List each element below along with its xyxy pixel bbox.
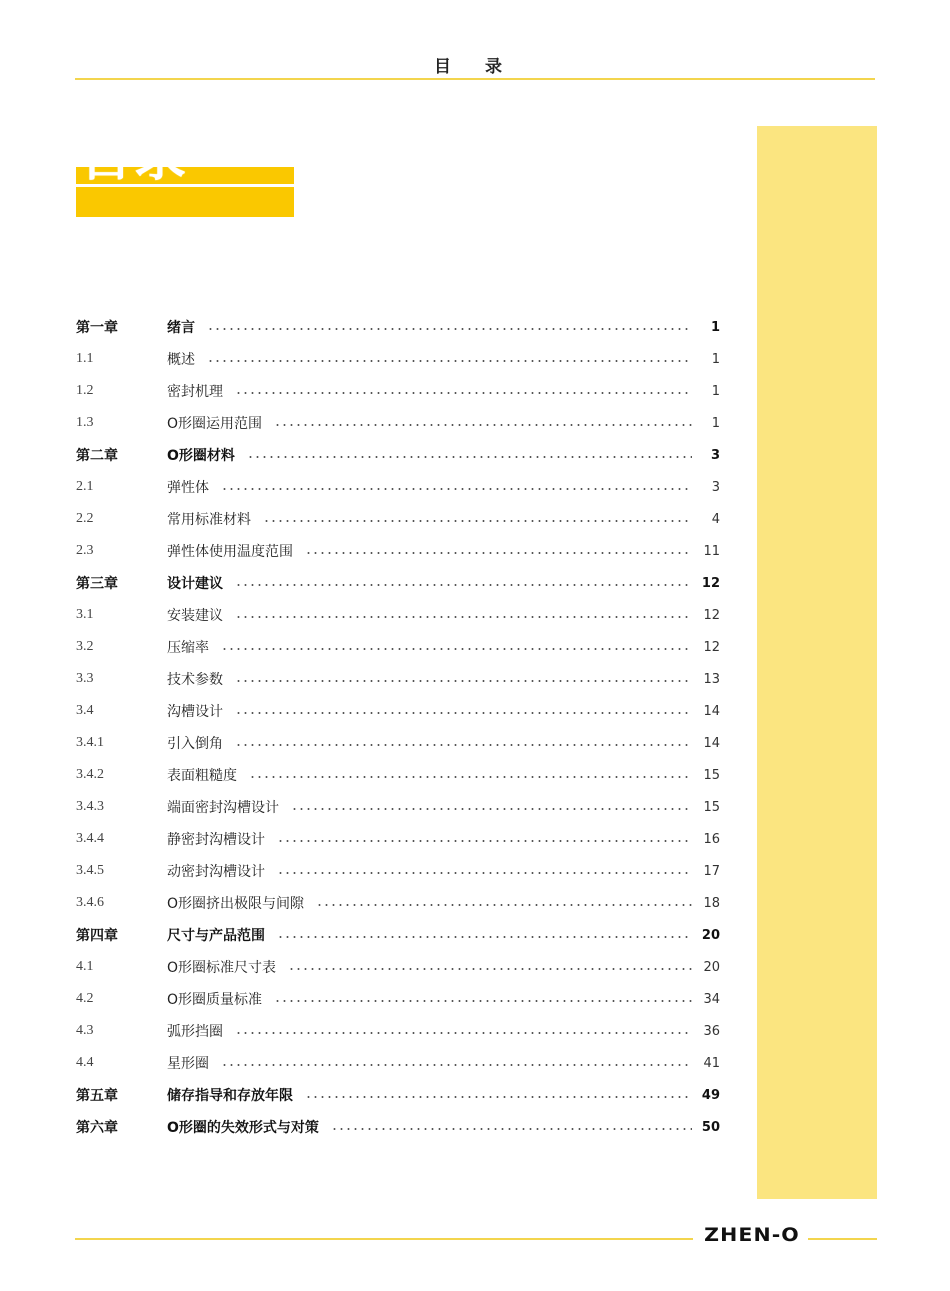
toc-entry-page: 4	[711, 511, 720, 527]
toc-entry-page: 49	[701, 1087, 720, 1103]
toc-entry-label: 绪言	[167, 320, 195, 336]
toc-dot-leader	[305, 1096, 692, 1098]
toc-entry[interactable]	[76, 311, 720, 343]
toc-entry-page: 36	[703, 1023, 720, 1039]
toc-entry-page: 1	[711, 383, 720, 399]
toc-dot-leader	[235, 680, 692, 682]
table-of-contents	[76, 311, 720, 1143]
toc-entry-number: 第一章	[76, 320, 118, 336]
toc-entry-label: 星形圈	[167, 1056, 209, 1072]
toc-dot-leader	[291, 808, 692, 810]
toc-entry-label: 引入倒角	[167, 736, 223, 752]
toc-entry-number: 3.4	[76, 703, 94, 718]
toc-entry-page: 13	[703, 671, 720, 687]
toc-entry-page: 1	[710, 319, 720, 335]
toc-entry-number: 3.4.2	[76, 767, 104, 782]
toc-entry-page: 15	[703, 767, 720, 783]
toc-entry-page: 20	[701, 927, 720, 943]
toc-entry-label: 弧形挡圈	[167, 1024, 223, 1040]
toc-entry[interactable]	[76, 823, 720, 855]
toc-entry[interactable]	[76, 951, 720, 983]
toc-entry-number: 第五章	[76, 1088, 118, 1104]
toc-entry-number: 4.4	[76, 1055, 94, 1070]
toc-entry[interactable]	[76, 727, 720, 759]
toc-entry-number: 4.2	[76, 991, 94, 1006]
toc-entry[interactable]	[76, 695, 720, 727]
toc-entry-number: 第三章	[76, 576, 118, 592]
toc-entry[interactable]	[76, 439, 720, 471]
toc-entry[interactable]	[76, 599, 720, 631]
toc-dot-leader	[235, 1032, 692, 1034]
toc-entry-number: 3.4.4	[76, 831, 104, 846]
toc-entry-label: 弹性体使用温度范围	[167, 544, 293, 560]
toc-entry-label: 端面密封沟槽设计	[167, 800, 279, 816]
toc-entry-number: 3.4.5	[76, 863, 104, 878]
toc-dot-leader	[221, 1064, 692, 1066]
toc-entry[interactable]	[76, 759, 720, 791]
toc-entry-page: 14	[703, 703, 720, 719]
toc-entry-number: 3.4.3	[76, 799, 104, 814]
toc-entry-page: 41	[703, 1055, 720, 1071]
page-title: 目录	[80, 128, 189, 188]
toc-entry-label: 安装建议	[167, 608, 223, 624]
toc-entry-number: 2.2	[76, 511, 94, 526]
toc-entry-label: O形圈材料	[167, 448, 235, 464]
toc-entry-page: 1	[711, 351, 720, 367]
toc-entry-number: 2.1	[76, 479, 94, 494]
toc-dot-leader	[235, 584, 692, 586]
footer-rule-right	[808, 1238, 877, 1240]
toc-entry-label: 尺寸与产品范围	[167, 928, 265, 944]
toc-entry-number: 1.3	[76, 415, 94, 430]
toc-entry[interactable]	[76, 343, 720, 375]
toc-entry[interactable]	[76, 919, 720, 951]
toc-entry-page: 20	[703, 959, 720, 975]
toc-entry-label: O形圈挤出极限与间隙	[167, 896, 305, 912]
toc-entry-page: 3	[711, 479, 720, 495]
toc-entry-number: 第六章	[76, 1120, 118, 1136]
toc-entry-label: 密封机理	[167, 384, 223, 400]
toc-entry[interactable]	[76, 1111, 720, 1143]
toc-entry[interactable]	[76, 503, 720, 535]
toc-entry-page: 3	[710, 447, 720, 463]
toc-dot-leader	[207, 360, 692, 362]
toc-dot-leader	[277, 840, 692, 842]
toc-entry-number: 3.4.1	[76, 735, 104, 750]
toc-entry[interactable]	[76, 567, 720, 599]
toc-dot-leader	[274, 1000, 692, 1002]
toc-entry-page: 17	[703, 863, 720, 879]
toc-entry[interactable]	[76, 1047, 720, 1079]
toc-entry-number: 第二章	[76, 448, 118, 464]
toc-entry-page: 14	[703, 735, 720, 751]
toc-entry-page: 12	[703, 639, 720, 655]
toc-entry-number: 4.1	[76, 959, 94, 974]
toc-entry-page: 11	[703, 543, 720, 559]
toc-entry-number: 1.2	[76, 383, 94, 398]
toc-entry-label: O形圈的失效形式与对策	[167, 1120, 319, 1136]
toc-entry-number: 第四章	[76, 928, 118, 944]
toc-entry-label: 储存指导和存放年限	[167, 1088, 293, 1104]
toc-entry-page: 18	[703, 895, 720, 911]
toc-entry-number: 1.1	[76, 351, 94, 366]
toc-dot-leader	[277, 872, 692, 874]
footer-logo: ZHEN-O	[704, 1224, 800, 1246]
toc-entry-number: 3.3	[76, 671, 94, 686]
toc-entry[interactable]	[76, 791, 720, 823]
toc-entry-number: 3.4.6	[76, 895, 104, 910]
toc-entry[interactable]	[76, 375, 720, 407]
toc-dot-leader	[305, 552, 692, 554]
toc-dot-leader	[331, 1128, 692, 1130]
toc-dot-leader	[247, 456, 692, 458]
toc-entry[interactable]	[76, 663, 720, 695]
footer-rule-left	[75, 1238, 693, 1240]
toc-entry-number: 2.3	[76, 543, 94, 558]
toc-dot-leader	[235, 392, 692, 394]
toc-entry-page: 12	[703, 607, 720, 623]
toc-dot-leader	[277, 936, 692, 938]
toc-entry[interactable]	[76, 983, 720, 1015]
toc-entry-page: 1	[711, 415, 720, 431]
toc-entry-label: 设计建议	[167, 576, 223, 592]
toc-entry-label: 动密封沟槽设计	[167, 864, 265, 880]
toc-entry-page: 50	[701, 1119, 720, 1135]
toc-entry-label: 技术参数	[167, 672, 223, 688]
toc-entry-number: 4.3	[76, 1023, 94, 1038]
toc-dot-leader	[263, 520, 692, 522]
toc-dot-leader	[235, 712, 692, 714]
toc-entry-page: 12	[701, 575, 720, 591]
toc-entry-page: 34	[703, 991, 720, 1007]
toc-entry-label: O形圈质量标准	[167, 992, 263, 1008]
header-rule	[75, 78, 875, 80]
toc-entry[interactable]	[76, 1015, 720, 1047]
toc-entry-page: 15	[703, 799, 720, 815]
toc-entry-label: 表面粗糙度	[167, 768, 237, 784]
toc-entry[interactable]	[76, 887, 720, 919]
toc-entry[interactable]	[76, 471, 720, 503]
toc-entry[interactable]	[76, 631, 720, 663]
toc-entry-page: 16	[703, 831, 720, 847]
side-band	[757, 126, 877, 1199]
toc-entry-label: 常用标准材料	[167, 512, 251, 528]
toc-dot-leader	[274, 424, 692, 426]
toc-entry-label: 概述	[167, 352, 195, 368]
toc-entry-label: O形圈运用范围	[167, 416, 263, 432]
toc-entry-label: 静密封沟槽设计	[167, 832, 265, 848]
header-title: 目 录	[434, 57, 516, 77]
toc-dot-leader	[221, 648, 692, 650]
toc-entry-number: 3.2	[76, 639, 94, 654]
toc-dot-leader	[207, 328, 692, 330]
toc-dot-leader	[221, 488, 692, 490]
toc-entry[interactable]	[76, 535, 720, 567]
toc-dot-leader	[235, 616, 692, 618]
toc-entry[interactable]	[76, 855, 720, 887]
toc-dot-leader	[316, 904, 692, 906]
toc-entry-label: 沟槽设计	[167, 704, 223, 720]
toc-entry-number: 3.1	[76, 607, 94, 622]
toc-entry-label: 弹性体	[167, 480, 209, 496]
toc-dot-leader	[288, 968, 692, 970]
toc-entry[interactable]	[76, 407, 720, 439]
toc-entry-label: 压缩率	[167, 640, 209, 656]
toc-entry-label: O形圈标准尺寸表	[167, 960, 277, 976]
toc-dot-leader	[249, 776, 692, 778]
toc-dot-leader	[235, 744, 692, 746]
toc-entry[interactable]	[76, 1079, 720, 1111]
